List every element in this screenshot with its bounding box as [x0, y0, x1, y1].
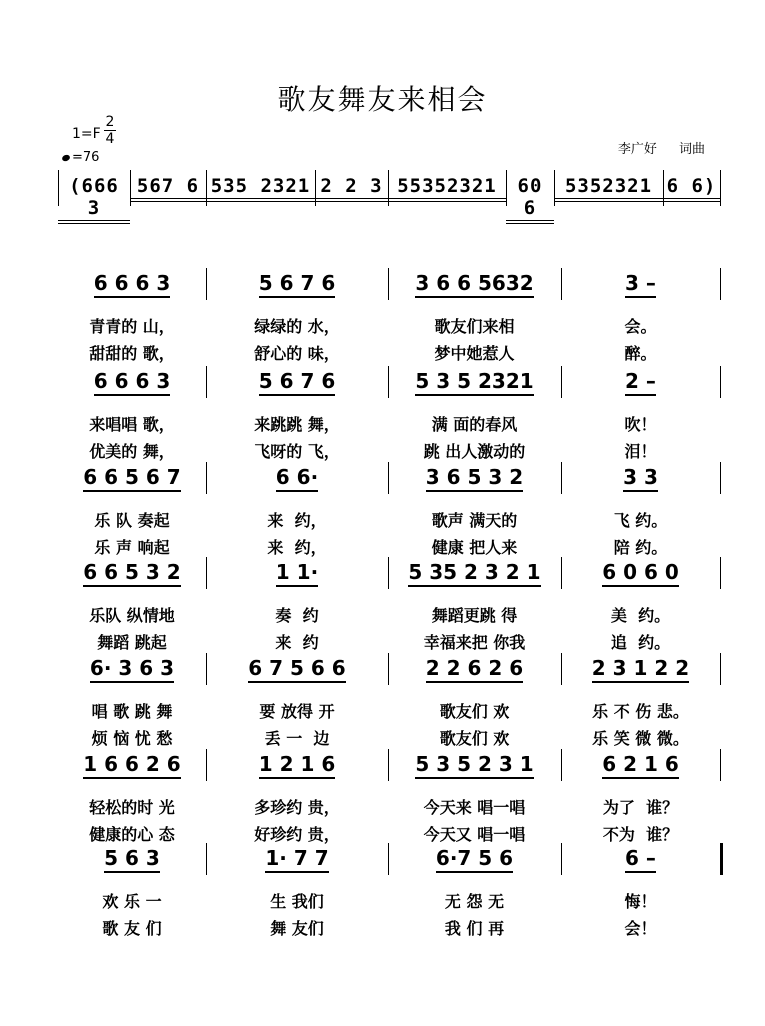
meter-denominator: 4: [105, 131, 115, 147]
meter-numerator: 2: [105, 114, 115, 130]
lyric-measure: 健康的心 态: [89, 825, 175, 844]
barline: [720, 268, 721, 300]
measure-notes: 1 2 1 6: [259, 752, 336, 779]
lyric-measure: 今天又 唱一唱: [423, 825, 526, 844]
barline: [388, 557, 389, 589]
barline: [206, 366, 207, 398]
measure-notes: 2 3 1 2 2: [592, 656, 689, 683]
measure-notes: 6· 3 6 3: [90, 656, 174, 683]
lyric-measure: 舒心的 味，: [254, 344, 340, 363]
notation-line: [58, 462, 720, 494]
barline: [388, 843, 389, 875]
lyric-measure: 奏 约: [275, 606, 319, 625]
barline: [206, 843, 207, 875]
barline: [206, 749, 207, 781]
barline: [388, 653, 389, 685]
lyric-measure: 乐 声 响起: [94, 538, 170, 557]
intro-measure: 5352321: [554, 175, 663, 202]
measure-notes: 6 2 1 6: [602, 752, 679, 779]
notation-line: [58, 843, 720, 875]
lyric-measure: 乐 笑 微 微。: [592, 729, 689, 748]
barline: [554, 170, 555, 206]
lyric-measure: 来唱唱 歌，: [89, 415, 175, 434]
barline: [720, 557, 721, 589]
measure-notes: 6 0 6 0: [602, 560, 679, 587]
barline: [720, 653, 721, 685]
lyric-measure: 来 约，: [267, 511, 327, 530]
barline: [315, 170, 316, 206]
lyric-measure: 生 我们: [270, 892, 324, 911]
lyric-measure: 满 面的春风: [431, 415, 518, 434]
lyric-measure: 吹！: [624, 415, 657, 434]
barline: [561, 557, 562, 589]
barline: [58, 170, 59, 206]
barline: [388, 170, 389, 206]
lyric-measure: 来跳跳 舞，: [254, 415, 340, 434]
lyric-measure: 要 放得 开: [259, 702, 335, 721]
barline: [561, 462, 562, 494]
lyric-measure: 乐 队 奏起: [94, 511, 170, 530]
barline: [388, 462, 389, 494]
lyric-measure: 唱 歌 跳 舞: [91, 702, 173, 721]
key-signature: 1=F: [72, 126, 101, 142]
lyric-measure: 醉。: [624, 344, 657, 363]
barline: [206, 653, 207, 685]
lyric-measure: 欢 乐 一: [102, 892, 162, 911]
lyric-measure: 乐 不 伤 悲。: [592, 702, 689, 721]
lyric-measure: 美 约。: [610, 606, 671, 625]
time-signature: [104, 114, 116, 147]
barline: [561, 653, 562, 685]
measure-notes: 5 3 5 2 3 1: [415, 752, 533, 779]
lyric-measure: 青青的 山，: [89, 317, 175, 336]
song-title: 歌友舞友来相会: [277, 83, 488, 116]
lyric-measure: 来 约: [275, 633, 319, 652]
intro-measure: 567 6: [130, 175, 206, 202]
tempo-value: =76: [72, 150, 100, 165]
lyric-measure: 我 们 再: [444, 919, 505, 938]
lyric-measure: 轻松的时 光: [89, 798, 175, 817]
barline: [206, 462, 207, 494]
measure-notes: 5 35 2 3 2 1: [408, 560, 540, 587]
measure-notes: 6 6 6 3: [94, 271, 171, 298]
barline: [388, 268, 389, 300]
intro-measure: 2 2 3: [315, 175, 388, 202]
lyric-measure: 无 怨 无: [444, 892, 505, 911]
notation-line: [58, 366, 720, 398]
measure-notes: 2 2 6 2 6: [426, 656, 523, 683]
lyric-measure: 不为 谁？: [602, 825, 679, 844]
lyric-measure: 舞蹈更跳 得: [431, 606, 518, 625]
lyric-measure: 歌 友 们: [102, 919, 162, 938]
final-barline: [720, 843, 723, 875]
lyric-measure: 健康 把人来: [431, 538, 518, 557]
measure-notes: 2 –: [625, 369, 656, 396]
measure-notes: 6·7 5 6: [436, 846, 513, 873]
measure-notes: 1 6 6 2 6: [83, 752, 180, 779]
lyric-measure: 追 约。: [610, 633, 671, 652]
measure-notes: 3 6 6 5632: [415, 271, 533, 298]
lyric-measure: 优美的 舞，: [89, 442, 175, 461]
measure-notes: 6 –: [625, 846, 656, 873]
intro-measure: 55352321: [388, 175, 506, 202]
barline: [720, 462, 721, 494]
author-credit: 李广好 词曲: [617, 142, 705, 157]
lyric-measure: 幸福来把 你我: [423, 633, 526, 652]
lyric-measure: 来 约，: [267, 538, 327, 557]
measure-notes: 3 3: [623, 465, 658, 492]
lyric-measure: 歌友们 欢: [439, 729, 510, 748]
lyric-measure: 陪 约。: [613, 538, 668, 557]
measure-notes: 6 6 5 3 2: [83, 560, 180, 587]
barline: [561, 366, 562, 398]
measure-notes: 1· 7 7: [265, 846, 328, 873]
barline: [720, 749, 721, 781]
barline: [388, 366, 389, 398]
measure-notes: 6 6 6 3: [94, 369, 171, 396]
barline: [206, 557, 207, 589]
lyric-measure: 飞呀的 飞，: [254, 442, 340, 461]
measure-notes: 3 –: [625, 271, 656, 298]
lyric-measure: 跳 出人激动的: [423, 442, 526, 461]
lyric-measure: 歌友们来相: [434, 317, 515, 336]
barline: [206, 268, 207, 300]
barline: [720, 170, 721, 206]
lyric-measure: 舞 友们: [270, 919, 324, 938]
lyric-measure: 为了 谁？: [602, 798, 679, 817]
barline: [506, 170, 507, 206]
intro-measure: 535 2321: [206, 175, 315, 202]
lyric-measure: 会。: [624, 317, 657, 336]
quarter-note-icon: [61, 154, 71, 162]
intro-measure: (666 3: [58, 175, 130, 224]
intro-measure: 6 6): [663, 175, 720, 202]
barline: [130, 170, 131, 206]
lyric-measure: 泪！: [624, 442, 657, 461]
lyric-measure: 歌声 满天的: [431, 511, 518, 530]
measure-notes: 5 6 3: [104, 846, 160, 873]
measure-notes: 5 6 7 6: [259, 271, 336, 298]
intro-line: [58, 170, 720, 219]
lyric-measure: 好珍约 贵，: [254, 825, 340, 844]
lyric-measure: 今天来 唱一唱: [423, 798, 526, 817]
lyric-measure: 多珍约 贵，: [254, 798, 340, 817]
lyric-measure: 梦中她惹人: [434, 344, 515, 363]
notation-line: [58, 268, 720, 300]
barline: [206, 170, 207, 206]
lyric-measure: 烦 恼 忧 愁: [91, 729, 173, 748]
lyric-measure: 飞 约。: [613, 511, 668, 530]
barline: [561, 843, 562, 875]
lyric-measure: 会！: [624, 919, 657, 938]
barline: [561, 749, 562, 781]
barline: [720, 366, 721, 398]
lyric-measure: 歌友们 欢: [439, 702, 510, 721]
barline: [663, 170, 664, 206]
intro-measure: 60 6: [506, 175, 554, 224]
measure-notes: 5 3 5 2321: [415, 369, 533, 396]
barline: [388, 749, 389, 781]
measure-notes: 6 7 5 6 6: [248, 656, 345, 683]
measure-notes: 3 6 5 3 2: [426, 465, 523, 492]
lyric-measure: 悔！: [624, 892, 657, 911]
measure-notes: 6 6 5 6 7: [83, 465, 180, 492]
lyric-measure: 丢 一 边: [264, 729, 330, 748]
notation-line: [58, 557, 720, 589]
notation-line: [58, 653, 720, 685]
measure-notes: 6 6·: [276, 465, 318, 492]
lyric-measure: 乐队 纵情地: [89, 606, 175, 625]
measure-notes: 1 1·: [276, 560, 318, 587]
notation-line: [58, 749, 720, 781]
lyric-measure: 舞蹈 跳起: [97, 633, 167, 652]
barline: [561, 268, 562, 300]
lyric-measure: 甜甜的 歌，: [89, 344, 175, 363]
tempo-marking: [62, 150, 99, 165]
lyric-measure: 绿绿的 水，: [254, 317, 340, 336]
measure-notes: 5 6 7 6: [259, 369, 336, 396]
